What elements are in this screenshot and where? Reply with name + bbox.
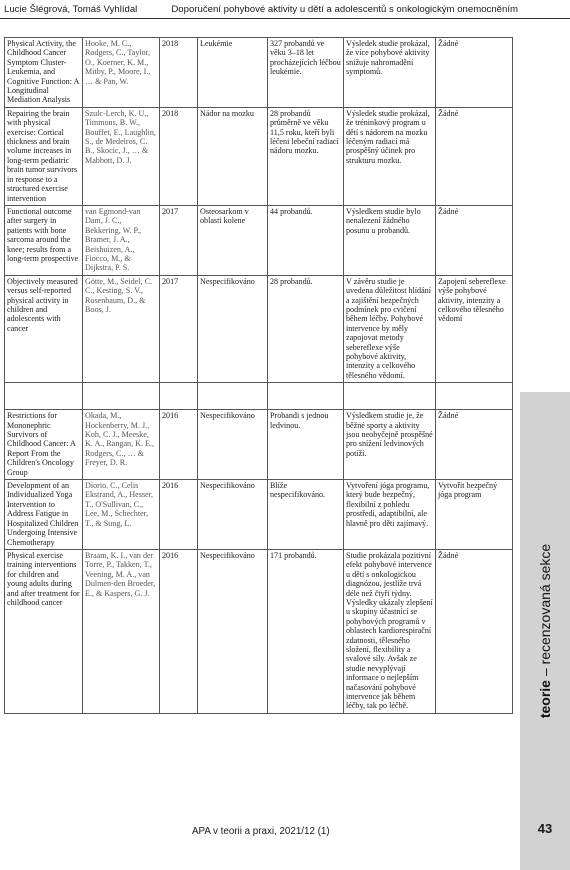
table-row — [5, 480, 513, 550]
cell-result: Výsledkem studie bylo nenalezení žádného posunu u probandů. — [344, 205, 436, 275]
section-label — [537, 544, 553, 718]
cell-recommendation: Žádné — [436, 410, 513, 480]
section-label-sub: – recenzovaná sekce — [537, 543, 553, 681]
cell-year: 2016 — [160, 410, 198, 480]
cell-authors: van Egmond-van Dam, J. C., Bekkering, W. P., Bramer, J. A., Beishuizen, A., Fiocco, M., & Dijkstra, P. S. — [83, 205, 160, 275]
cell-title: Physical Activity, the Childhood Cancer Symptom Cluster-Leukemia, and Cognitive Function: A Longitudinal Mediation Analysis — [5, 38, 83, 108]
table-row-spacer — [5, 383, 513, 410]
cell-title: Restrictions for Mononephric Survivors of Childhood Cancer: A Report From the Children's Oncology Group — [5, 410, 83, 480]
cell-result: V závěru studie je uvedena důležitost hlídání a zajištění bezpečných podmínek pro cvičení během léčby. Pohybové intervence by měly zapojovat metody sebereflexe výše pohybové aktivity, intenzity a celkového tělesného vědomí. — [344, 275, 436, 382]
cell-diagnosis: Nespecifikováno — [198, 480, 268, 550]
table-row — [5, 107, 513, 205]
running-header — [0, 0, 570, 19]
cell-diagnosis: Nespecifikováno — [198, 275, 268, 382]
page-number: 43 — [537, 821, 553, 836]
cell-sample: Blíže nespecifikováno. — [268, 480, 344, 550]
cell-year: 2016 — [160, 480, 198, 550]
cell-diagnosis: Nespecifikováno — [198, 549, 268, 713]
table-row — [5, 549, 513, 713]
cell-diagnosis: Osteosarkom v oblasti kolene — [198, 205, 268, 275]
cell-diagnosis: Nespecifikováno — [198, 410, 268, 480]
cell-authors: Okada, M., Hockenberry, M. J., Koh, C. J., Meeske, K. A., Rangan, K. E., Rodgers, C., … & Freyer, D. R. — [83, 410, 160, 480]
cell-recommendation: Zapojení sebereflexe výše pohybové aktivity, intenzity a celkového tělesného vědomí — [436, 275, 513, 382]
cell-title: Physical exercise training interventions for children and young adults during and after treatment for childhood cancer — [5, 549, 83, 713]
cell-authors: Szulc-Lerch, K. U., Timmons, B. W., Bouffet, E., Laughlin, S., de Medeiros, C. B., Skocic, J., … & Mabbott, D. J. — [83, 107, 160, 205]
cell-year: 2018 — [160, 107, 198, 205]
cell-result: Výsledek studie prokázal, že více pohybové aktivity snižuje nahromadění symptomů. — [344, 38, 436, 108]
table-row — [5, 38, 513, 108]
cell-sample: 44 probandů. — [268, 205, 344, 275]
literature-table — [4, 37, 513, 714]
cell-result: Výsledkem studie je, že běžné sporty a aktivity jsou neobyčejně prospěšné pro snížení ledvinových potíží. — [344, 410, 436, 480]
section-label-main: teorie — [537, 680, 553, 719]
cell-title: Repairing the brain with physical exercise: Cortical thickness and brain volume increases in long-term pediatric brain tumor survivors in response to a structured exercise intervention — [5, 107, 83, 205]
cell-diagnosis: Leukémie — [198, 38, 268, 108]
table-row — [5, 205, 513, 275]
cell-sample: 28 probandů. — [268, 275, 344, 382]
table-row — [5, 410, 513, 480]
cell-authors: Braam, K. I., van der Torre, P., Takken, T., Veening, M. A., van Dulmen-den Broeder, E., & Kaspers, G. J. — [83, 549, 160, 713]
cell-sample: 171 probandů. — [268, 549, 344, 713]
cell-recommendation: Žádné — [436, 205, 513, 275]
cell-result: Studie prokázala pozitivní efekt pohybové intervence u dětí s onkologickou diagnózou, jestliže trvá déle než čtyři týdny. Výsledky ukázaly zlepšení u skupiny účastnící se pohybových programů v oblastech kardiorespirační zdatnosti, tělesného složení, flexibility a svalové síly. Avšak ze studie nevyplývají informace o nejlepším načasování pohybové intervence jak během léčby, tak po léčbě. — [344, 549, 436, 713]
cell-year: 2018 — [160, 38, 198, 108]
cell-year: 2017 — [160, 275, 198, 382]
cell-title: Objectively measured versus self-reported physical activity in children and adolescents with cancer — [5, 275, 83, 382]
section-sidebar — [520, 392, 570, 870]
header-title: Doporučení pohybové aktivity u dětí a adolescentů s onkologickým onemocněním — [171, 4, 518, 15]
cell-sample: 28 probandů průměrně ve věku 11,5 roku, kteří byli léčeni lebeční radiací nádoru mozku. — [268, 107, 344, 205]
cell-recommendation: Žádné — [436, 107, 513, 205]
cell-result: Vytvoření jóga programu, který bude bezpečný, flexibilní z pohledu prostředí, adaptibilní, ale hlavně pro děti zajímavý. — [344, 480, 436, 550]
cell-result: Výsledek studie prokázal, že tréninkový program u dětí s nádorem na mozku léčeným radiací má prospěšný účinek pro strukturu mozku. — [344, 107, 436, 205]
cell-recommendation: Žádné — [436, 38, 513, 108]
cell-recommendation: Vytvořit bezpečný jóga program — [436, 480, 513, 550]
cell-recommendation: Žádné — [436, 549, 513, 713]
cell-title: Functional outcome after surgery in patients with bone sarcoma around the knee; results from a long-term prospective — [5, 205, 83, 275]
cell-authors: Götte, M., Seidel, C. C., Kesting, S. V., Rosenbaum, D., & Boos, J. — [83, 275, 160, 382]
cell-authors: Hooke, M. C., Rodgers, C., Taylor, O., Koerner, K. M., Mitby, P., Moore, I., … & Pan, W. — [83, 38, 160, 108]
cell-authors: Diorio, C., Celis Ekstrand, A., Hesser, T., O'Sullivan, C., Lee, M., Schechter, T., & Sung, L. — [83, 480, 160, 550]
header-authors: Lucie Šlégrová, Tomáš Vyhlídal — [4, 4, 138, 15]
cell-year: 2017 — [160, 205, 198, 275]
cell-year: 2016 — [160, 549, 198, 713]
cell-sample: Probandi s jednou ledvinou. — [268, 410, 344, 480]
footer-journal: APA v teorii a praxi, 2021/12 (1) — [192, 826, 330, 837]
table-row — [5, 275, 513, 382]
cell-sample: 327 probandů ve věku 3–18 let procházejících léčbou leukémie. — [268, 38, 344, 108]
cell-diagnosis: Nádor na mozku — [198, 107, 268, 205]
cell-title: Development of an Individualized Yoga Intervention to Address Fatigue in Hospitalized Children Undergoing Intensive Chemotherapy — [5, 480, 83, 550]
